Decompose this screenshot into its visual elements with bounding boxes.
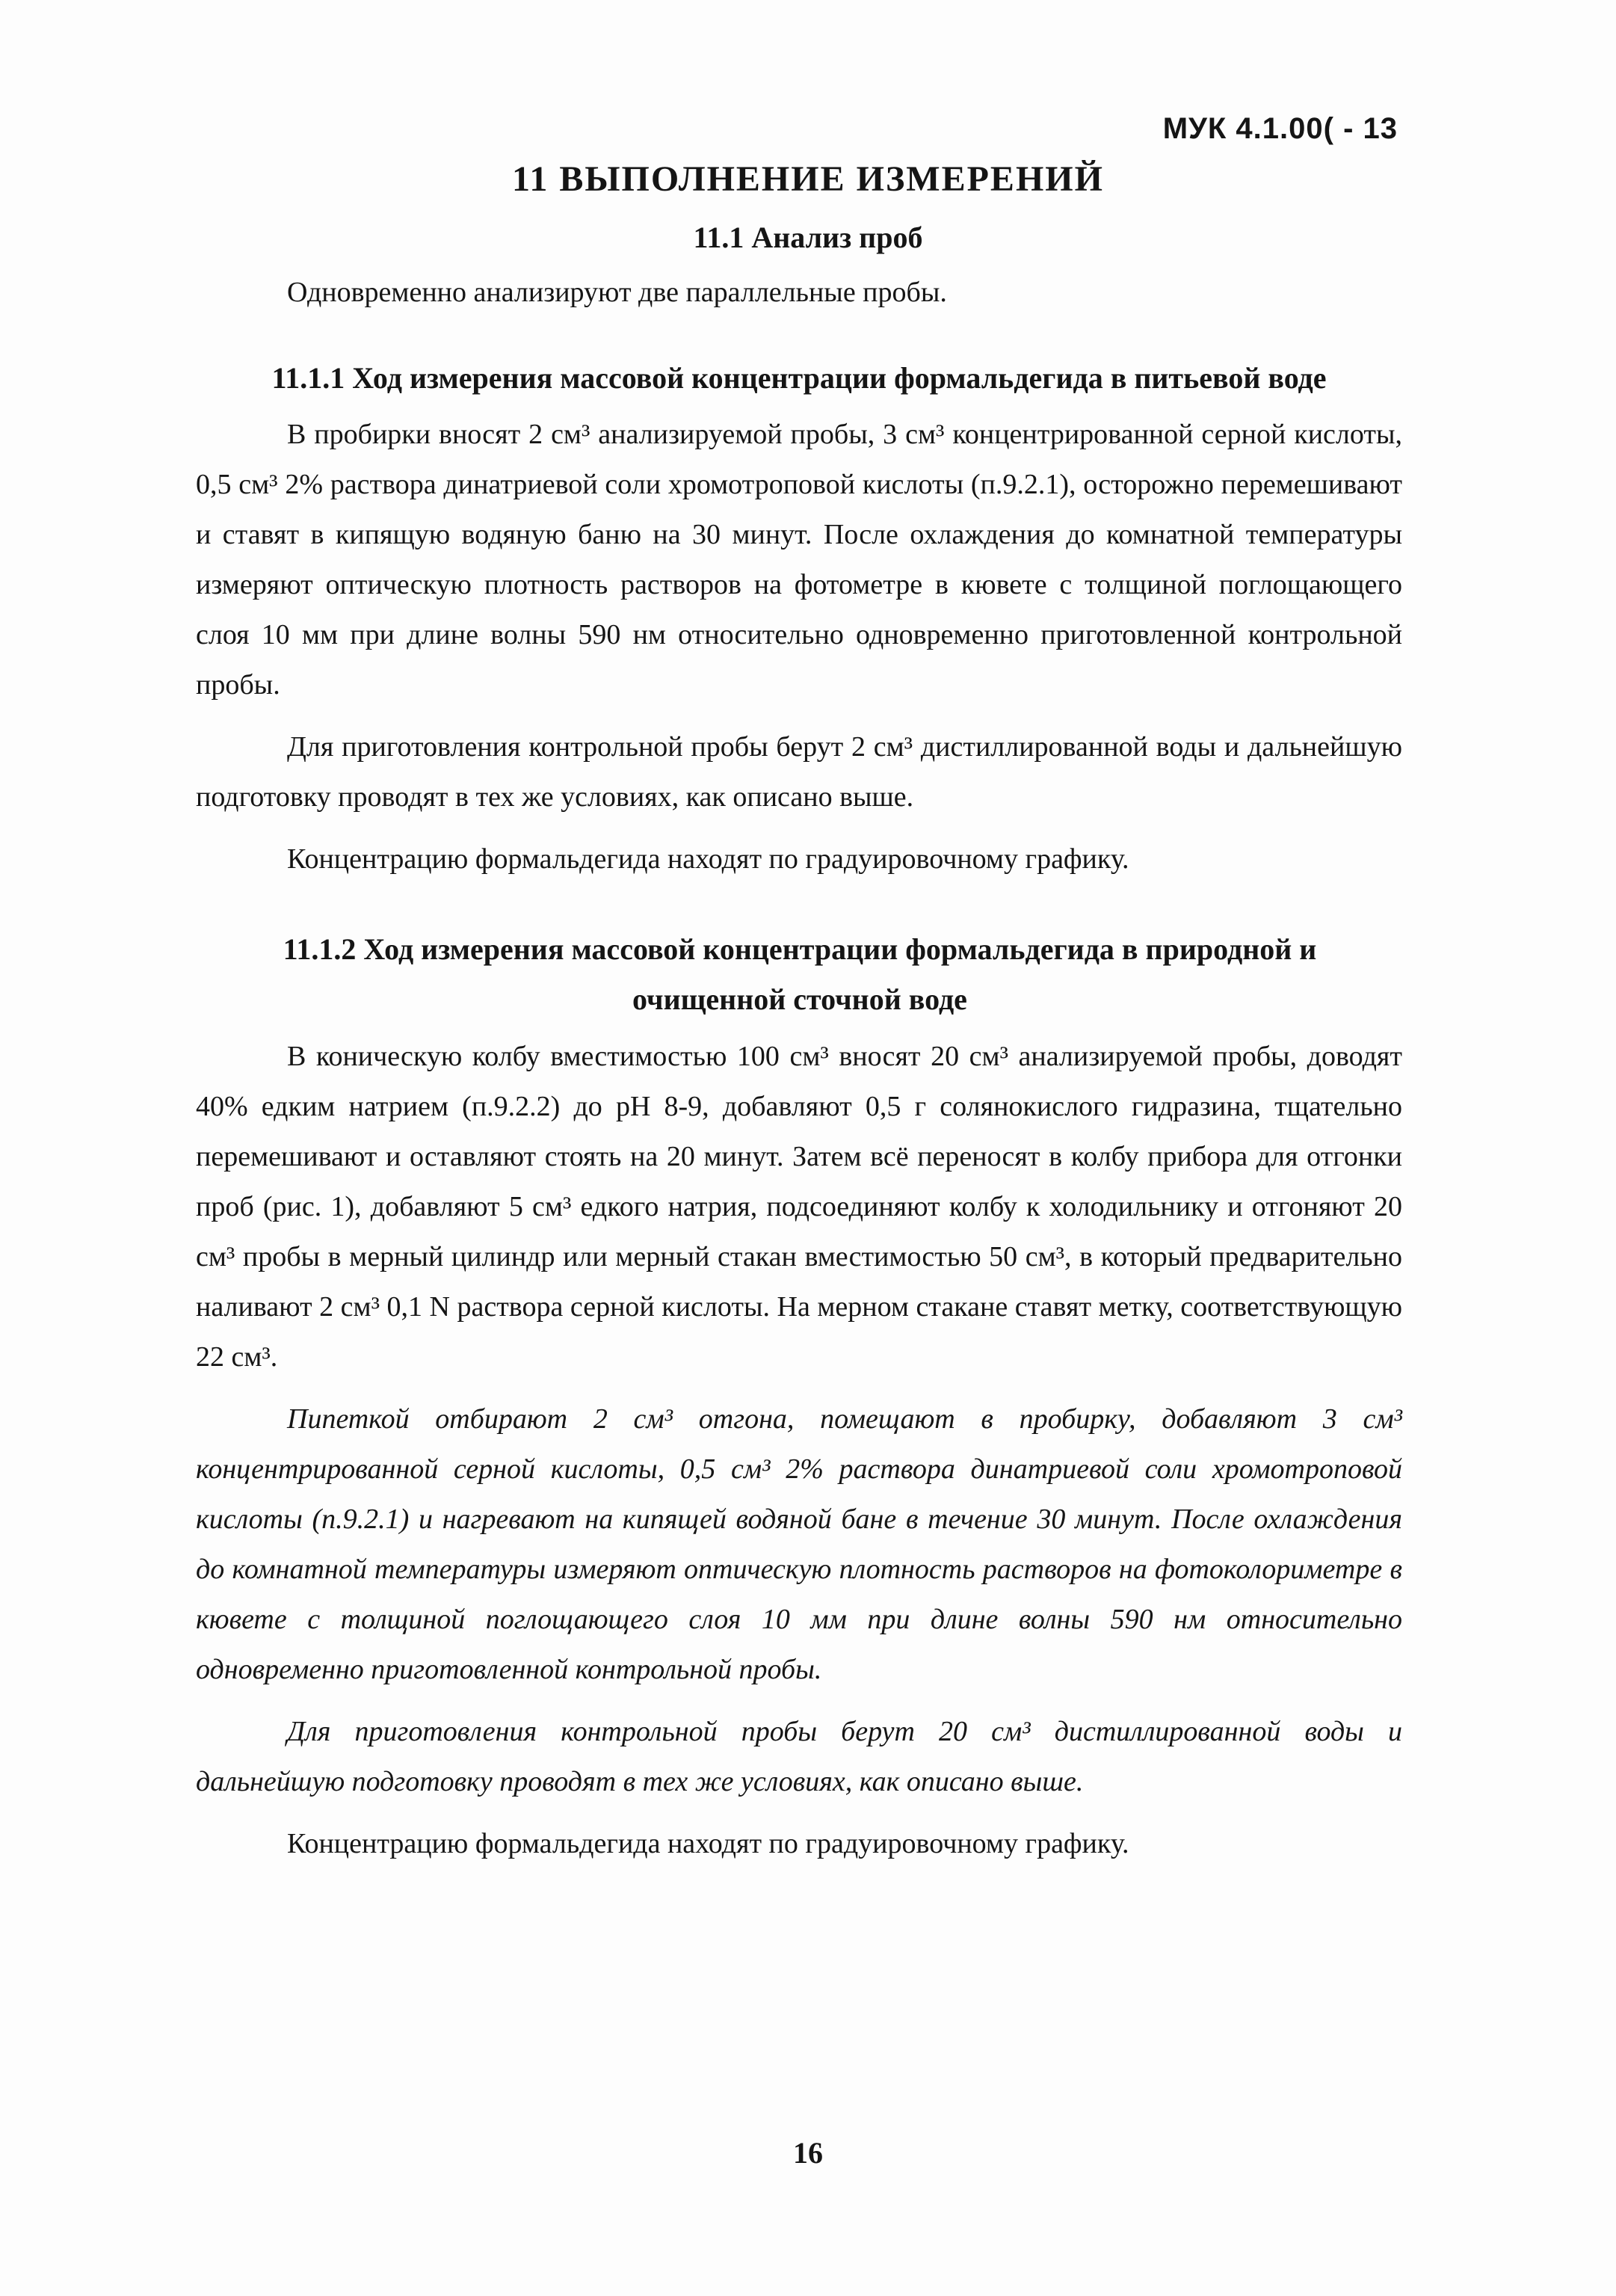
section-title: 11 ВЫПОЛНЕНИЕ ИЗМЕРЕНИЙ — [512, 159, 1104, 199]
part1-heading: 11.1.1 Ход измерения массовой концентрации формальдегида в питьевой воде — [271, 361, 1327, 395]
part2-paragraph-4: Концентрацию формальдегида находят по градуировочному графику. — [287, 1828, 1129, 1859]
part2-paragraph-1: В коническую колбу вместимостью 100 см³ вносят 20 см³ анализируемой пробы, доводят 40% едким натрием (п.9.2.2) до pH 8-9, добавляют 0,5 г солянокислого гидразина, тщательно перемешивают и оставляют стоять на 20 минут. Затем всё переносят в колбу прибора для отгонки проб (рис. 1), добавляют 5 см³ едкого натрия, подсоединяют колбу к холодильнику и отгоняют 20 см³ пробы в мерный цилиндр или мерный стакан вместимостью 50 см³, в который предварительно наливают 2 см³ 0,1 N раствора серной кислоты. На мерном стакане ставят метку, соответствующую 22 см³. — [196, 1041, 1402, 1373]
part2-heading: 11.1.2 Ход измерения массовой концентрации формальдегида в природной и очищенной сточной воде — [283, 932, 1317, 1016]
part1-body — [196, 410, 1402, 884]
intro-paragraph: Одновременно анализируют две параллельные пробы. — [287, 277, 947, 308]
part2-paragraph-2: Пипеткой отбирают 2 см³ отгона, помещают в пробирку, добавляют 3 см³ концентрированной серной кислоты, 0,5 см³ 2% раствора динатриевой соли хромотроповой кислоты (п.9.2.1) и нагревают на кипящей водяной бане в течение 30 минут. После охлаждения до комнатной температуры измеряют оптическую плотность растворов на фотоколориметре в кювете с толщиной поглощающего слоя 10 мм при длине волны 590 нм относительно одновременно приготовленной контрольной пробы. — [196, 1403, 1402, 1685]
subsection-title: 11.1 Анализ проб — [693, 221, 923, 254]
document-code: МУК 4.1.00( - 13 — [1162, 112, 1398, 145]
part2-body — [196, 1032, 1402, 1869]
intro-block — [196, 268, 1402, 318]
part1-paragraph-3: Концентрацию формальдегида находят по градуировочному графику. — [287, 843, 1129, 875]
page-number: 16 — [793, 2136, 823, 2170]
part1-paragraph-2: Для приготовления контрольной пробы берут 2 см³ дистиллированной воды и дальнейшую подготовку проводят в тех же условиях, как описано выше. — [196, 731, 1402, 813]
part2-paragraph-3: Для приготовления контрольной пробы берут 20 см³ дистиллированной воды и дальнейшую подготовку проводят в тех же условиях, как описано выше. — [196, 1716, 1402, 1797]
part1-paragraph-1: В пробирки вносят 2 см³ анализируемой пробы, 3 см³ концентрированной серной кислоты, 0,5 см³ 2% раствора динатриевой соли хромотроповой кислоты (п.9.2.1), осторожно перемешивают и ставят в кипящую водяную баню на 30 минут. После охлаждения до комнатной температуры измеряют оптическую плотность растворов на фотометре в кювете с толщиной поглощающего слоя 10 мм при длине волны 590 нм относительно одновременно приготовленной контрольной пробы. — [196, 419, 1402, 701]
